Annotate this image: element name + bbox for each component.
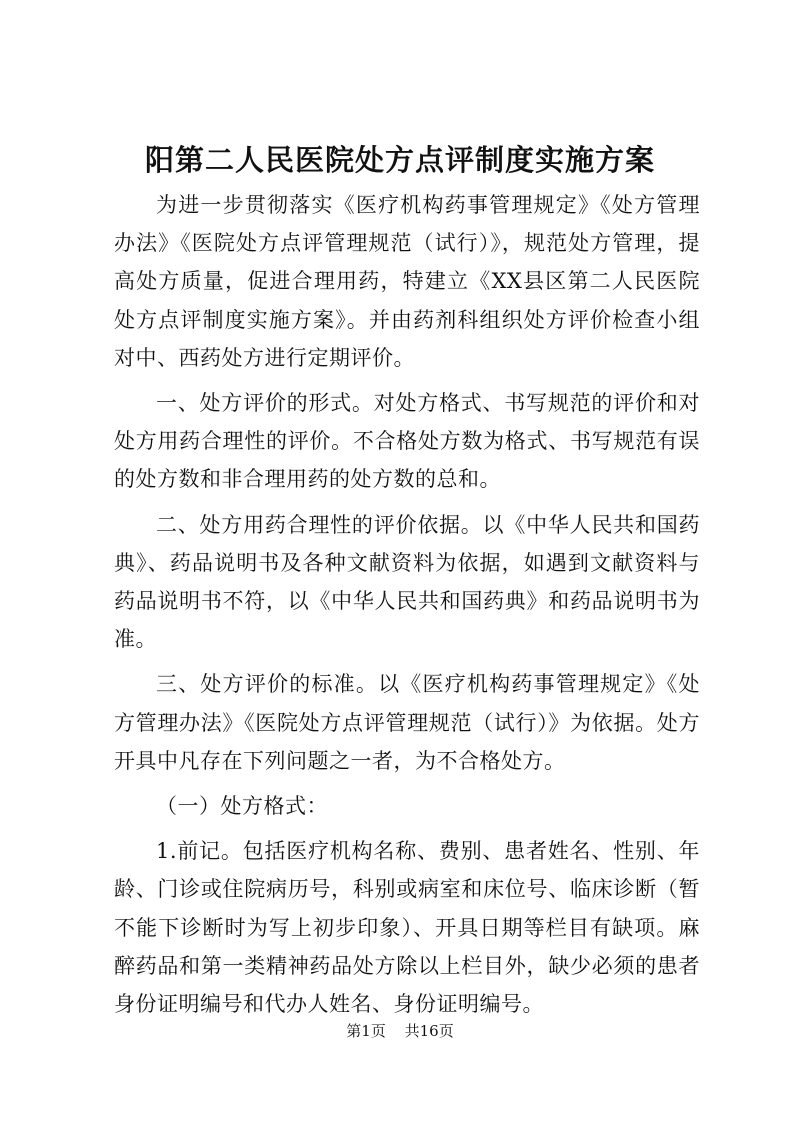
paragraph-section-2: 二、处方用药合理性的评价依据。以《中华人民共和国药典》、药品说明书及各种文献资料为依据，如遇到文献资料与药品说明书不符，以《中华人民共和国药典》和药品说明书为准。 (114, 512, 700, 652)
paragraph-section-3: 三、处方评价的标准。以《医疗机构药事管理规定》《处方管理办法》《医院处方点评管理规范（试行）》为依据。处方开具中凡存在下列问题之一者，为不合格处方。 (114, 672, 700, 773)
document-title: 阳第二人民医院处方点评制度实施方案 (144, 143, 655, 177)
paragraph-intro: 为进一步贯彻落实《医疗机构药事管理规定》《处方管理办法》《医院处方点评管理规范（试行）》，规范处方管理，提高处方质量，促进合理用药，特建立《XX县区第二人民医院处方点评制度实施方案》。并由药剂科组织处方评价检查小组对中、西药处方进行定期评价。 (114, 193, 700, 370)
subheading-prescription-format: （一）处方格式： (156, 794, 328, 819)
page-number-current: 第1页 (346, 1022, 386, 1040)
page-number-total: 共16页 (404, 1022, 454, 1040)
paragraph-section-1: 一、处方评价的形式。对处方格式、书写规范的评价和对处方用药合理性的评价。不合格处方数为格式、书写规范有误的处方数和非合理用药的处方数的总和。 (114, 391, 700, 492)
page-footer (0, 1020, 800, 1042)
document-body (114, 186, 700, 1030)
paragraph-item-1: 1.前记。包括医疗机构名称、费别、患者姓名、性别、年龄、门诊或住院病历号，科别或病室和床位号、临床诊断（暂不能下诊断时为写上初步印象）、开具日期等栏目有缺项。麻醉药品和第一类精神药品处方除以上栏目外，缺少必须的患者身份证明编号和代办人姓名、身份证明编号。 (114, 839, 700, 1017)
